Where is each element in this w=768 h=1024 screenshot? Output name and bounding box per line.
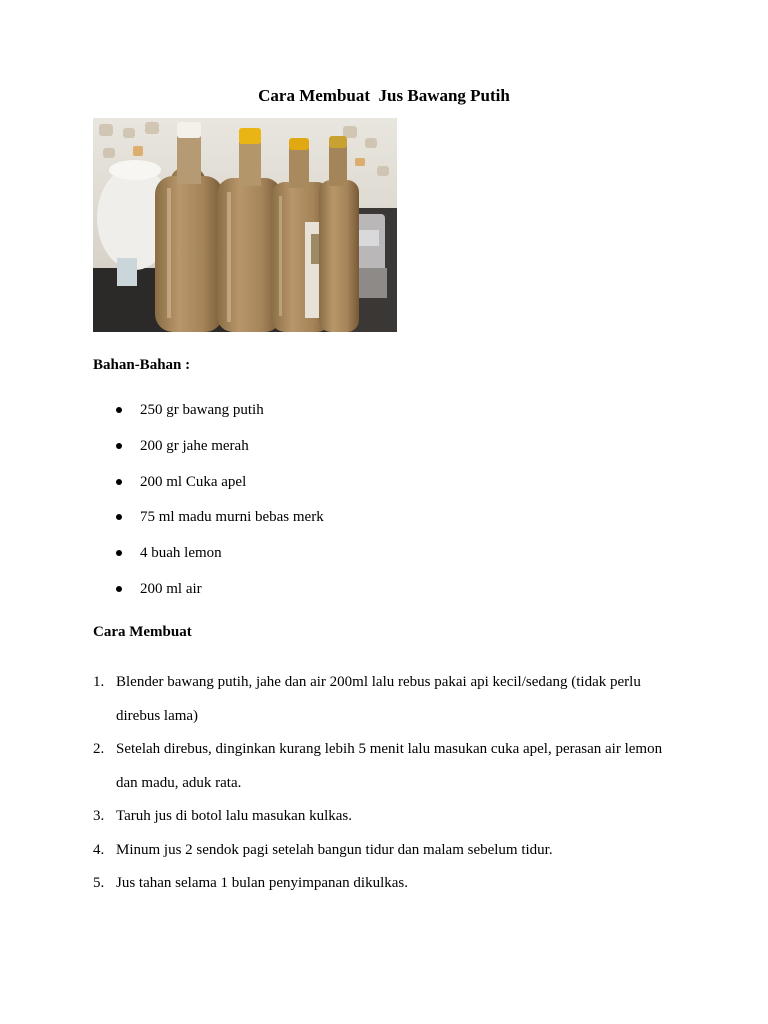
ingredient-text: 200 gr jahe merah xyxy=(140,437,249,454)
step-number: 5. xyxy=(93,875,105,891)
list-item xyxy=(116,436,324,472)
step-text: Minum jus 2 sendok pagi setelah bangun tidur dan malam sebelum tidur. xyxy=(116,841,553,858)
method-heading: Cara Membuat xyxy=(93,624,192,640)
list-item xyxy=(93,867,673,901)
bullet-icon xyxy=(116,550,122,556)
ingredient-text: 200 ml Cuka apel xyxy=(140,473,247,490)
bullet-icon xyxy=(116,407,122,413)
list-item xyxy=(116,472,324,508)
bullet-icon xyxy=(116,479,122,485)
juice-bottles-illustration xyxy=(93,118,397,332)
step-text: Blender bawang putih, jahe dan air 200ml lalu rebus pakai api kecil/sedang (tidak perlu direbus lama) xyxy=(116,674,641,724)
ingredient-text: 4 buah lemon xyxy=(140,545,222,562)
list-item xyxy=(116,400,324,436)
bullet-icon xyxy=(116,514,122,520)
list-item xyxy=(116,543,324,579)
step-text: Jus tahan selama 1 bulan penyimpanan dikulkas. xyxy=(116,875,409,891)
ingredient-text: 200 ml air xyxy=(140,580,202,597)
step-number: 4. xyxy=(93,841,105,858)
list-item xyxy=(93,834,673,868)
step-text: Taruh jus di botol lalu masukan kulkas. xyxy=(116,808,353,824)
list-item xyxy=(116,579,324,615)
step-number: 3. xyxy=(93,808,105,824)
step-number: 2. xyxy=(93,741,105,757)
juice-bottles-photo xyxy=(93,118,397,332)
list-item xyxy=(116,507,324,543)
bullet-icon xyxy=(116,443,122,449)
list-item xyxy=(93,733,673,800)
step-text: Setelah direbus, dinginkan kurang lebih 5 menit lalu masukan cuka apel, perasan air lemon dan madu, aduk rata. xyxy=(116,741,663,791)
ingredients-heading: Bahan-Bahan : xyxy=(93,357,191,373)
list-item xyxy=(93,800,673,834)
list-item xyxy=(93,666,673,733)
steps-list xyxy=(93,666,673,901)
ingredient-text: 250 gr bawang putih xyxy=(140,402,264,418)
ingredients-list xyxy=(116,400,324,615)
step-number: 1. xyxy=(93,674,105,690)
document-title: Cara Membuat Jus Bawang Putih xyxy=(258,86,510,105)
ingredient-text: 75 ml madu murni bebas merk xyxy=(140,509,324,526)
bullet-icon xyxy=(116,586,122,592)
